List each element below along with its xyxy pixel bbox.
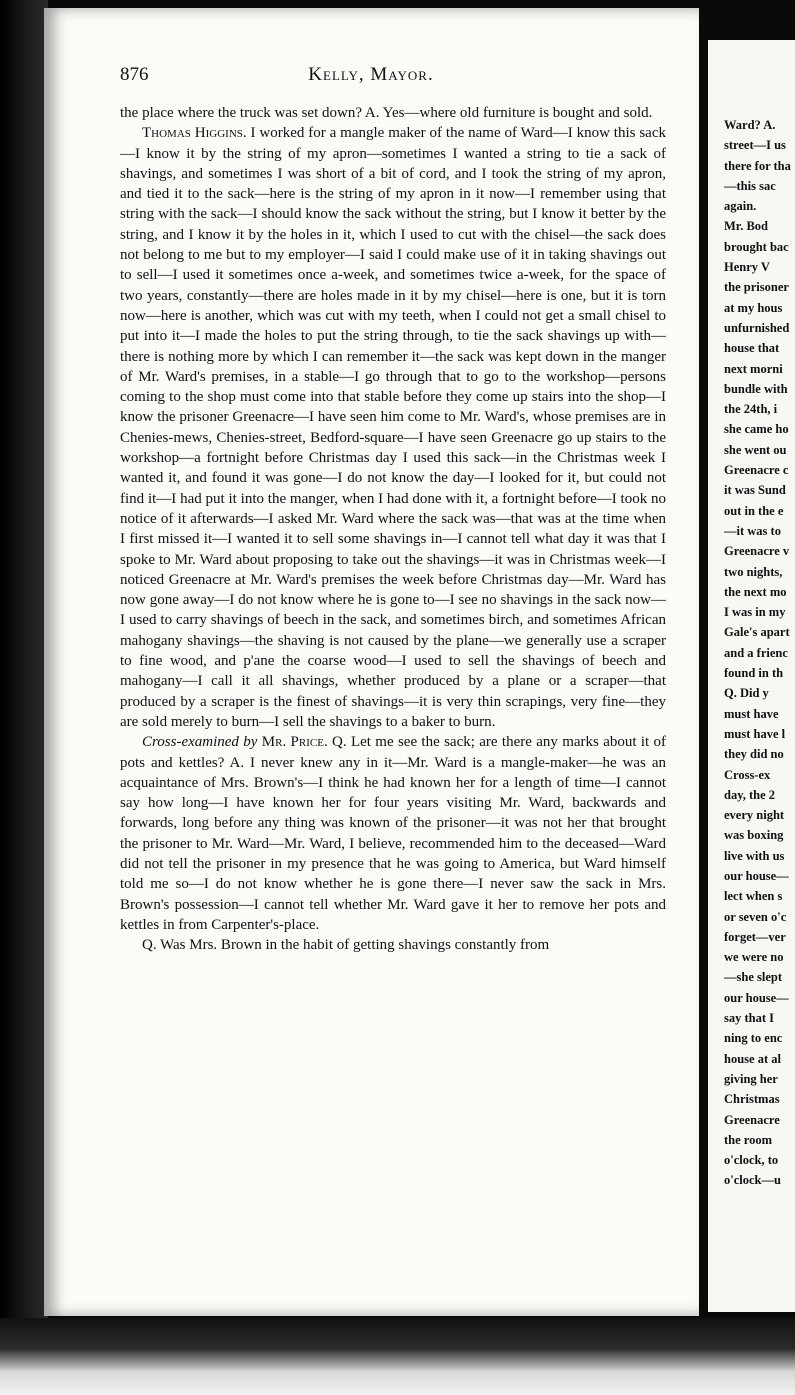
facing-page-line: she came ho [724,422,789,437]
facing-page-line: we were no [724,950,784,965]
facing-page-line: Henry V [724,260,770,275]
page-bottom-edge [0,1318,795,1395]
facing-page-line: the prisoner [724,280,789,295]
facing-page-line: Greenacre c [724,463,789,478]
facing-page-line: must have [724,706,779,721]
facing-page-line: again. [724,199,757,214]
facing-page-line: next morni [724,361,783,376]
facing-page-line: found in th [724,666,784,681]
facing-page-line: live with us [724,848,785,863]
facing-page-line: street—I us [724,138,786,153]
facing-page-line: day, the 2 [724,787,776,802]
paragraph-text: I worked for a mangle maker of the name of Ward—I know this sack—I know it by the string of my apron—sometimes I wanted a string to tie a sack of shavings, and sometimes I was short of a bit of cord, and I took the string of my apron, and tied it to the sack—here is the string of my apron in it now—I remember using that string with the sack—I should know the sack without the string, but I know it better by the string, and I know it by the holes in it, which I used to cut with the chisel—the sack does not belong to me but to my employer—I said I could make use of it in taking shavings out to sell—I used it sometimes once a-week, and sometimes twice a-week, for the space of two years, constantly—there are holes made in it by my chisel—here is one, but it is torn now—here is another, which was cut with my teeth, when I could not get a small chisel to put into it—I made the holes to put the string through, to tie the sack shavings up with—there is nothing more by which I can remember it—the sack was kept down in the manger of Mr. Ward's premises, in a stable—I go through that to go to the workshop—persons coming to the shop must come into that stable before they come up stairs into the shop—I know the prisoner Greenacre—I have seen him come to Mr. Ward's, whose premises are in Chenies-mews, Chenies-street, Bedford-square—I have seen Greenacre go up stairs to the workshop—a fortnight before Christmas day I used this sack—in the Christmas week I wanted it, and found it was gone—I do not know the day—I looked for it, but could not find it—I had put it into the manger, when I had done with it, a fortnight before—I took no notice of it afterwards—I asked Mr. Ward where the sack was—that was at the time when I first missed it—I wanted it to sell some shavings in—I cannot tell what day it was that I spoke to Mr. Ward about proposing to take out the shavings—it was in Christmas week—I noticed Greenacre at Mr. Ward's premises the week before Christmas day—Mr. Ward has now gone away—I do not know where he is gone to—I see no shavings in the sack now—I used to carry shavings of beech in the sack, and sometimes birch, and sometimes African mahogany shavings—the shaving is not caused by the plane—we generally use a scraper to fine wood, and p'ane the coarse wood—I used to sell the shavings of beech and mahogany—I call it all shavings, whether produced by a plane or a scraper—that produced by a scraper is the finest of shavings—it is very thin scrapings, very fine—they are sold merely to burn—I sell the shavings to a baker to burn. [120,125,666,730]
facing-page-line: must have l [724,726,786,741]
facing-page-line: it was Sund [724,483,786,498]
facing-page-line: o'clock, to [724,1153,779,1168]
facing-page-line: Gale's apart [724,625,790,640]
facing-page-line: at my hous [724,300,783,315]
book-binding [0,0,48,1395]
facing-page-line: two nights, [724,564,783,579]
facing-page-line: lect when s [724,889,783,904]
facing-page-line: Mr. Bod [724,219,768,234]
paragraph-cross-examination [120,732,666,935]
facing-page-line: they did no [724,747,784,762]
facing-page-line: the 24th, i [724,402,778,417]
facing-page-line: or seven o'c [724,909,787,924]
paragraph-text: Q. Was Mrs. Brown in the habit of getting shavings constantly from [142,937,550,954]
cross-examined-lead: Cross-examined by [142,734,258,751]
speaker-name: Thomas Higgins. [142,125,247,142]
facing-page-line: I was in my [724,605,786,620]
facing-page-line: say that I [724,1011,775,1026]
facing-page-line: unfurnished [724,320,790,335]
facing-page-line: house at al [724,1051,781,1066]
facing-page-line: Greenacre [724,1112,780,1127]
facing-page-line: brought bac [724,239,789,254]
paragraph-question [120,935,666,955]
facing-page-line: giving her [724,1071,778,1086]
facing-page-line: there for tha [724,158,791,173]
facing-page-line: and a frienc [724,645,788,660]
facing-page-line: o'clock—u [724,1173,781,1188]
paragraph-continuation [120,103,666,123]
page-body [120,103,666,955]
page-header [76,64,666,94]
facing-page-line: Greenacre v [724,544,790,559]
facing-page-line: was boxing [724,828,784,843]
facing-page-line: the next mo [724,584,787,599]
facing-page-line: house that [724,341,780,356]
facing-page-line: —she slept [724,970,782,985]
page-number: 876 [120,64,149,85]
facing-page-line: —it was to [724,523,781,538]
facing-page-line: the room [724,1132,773,1147]
facing-page-line: our house— [724,990,789,1005]
running-title: Kelly, Mayor. [308,64,434,85]
facing-page-line: Ward? A. [724,118,776,132]
facing-page-line: bundle with [724,381,788,396]
facing-page-line: our house— [724,868,789,883]
facing-page-line: Cross-ex [724,767,771,782]
facing-page-text [724,115,795,1191]
facing-page-line: ning to enc [724,1031,783,1046]
paragraph-text: Q. Let me see the sack; are there any marks about it of pots and kettles? A. I never knew any in it—Mr. Ward is a mangle-maker—he was an acquaintance of Mrs. Brown's—I think he had known her for a length of time—I cannot say how long—I have known her for four years visiting Mr. Ward, backwards and forwards, long before any thing was known of the prisoner—it was not her that brought the prisoner to Mr. Ward—Mr. Ward, I believe, recommended him to the deceased—Ward did not tell the prisoner in my presence that he was going to America, but Ward himself told me so—I do not know whether he is gone there—I never saw the sack in Mrs. Brown's possession—I cannot tell whether Mr. Ward gave it her to remove her pots and kettles in from Carpenter's-place. [120,734,667,933]
facing-page-line: Q. Did y [724,686,769,701]
speaker-name: Mr. Price. [261,734,328,751]
paragraph-testimony [120,123,666,732]
facing-page-line: every night [724,808,785,823]
facing-page-line: out in the e [724,503,784,518]
facing-page-line: Christmas [724,1092,780,1107]
facing-page-line: —this sac [724,178,776,193]
facing-page-line: forget—ver [724,929,786,944]
facing-page-line: she went ou [724,442,787,457]
paragraph-text: the place where the truck was set down? A. Yes—where old furniture is bought and sold. [120,105,653,121]
